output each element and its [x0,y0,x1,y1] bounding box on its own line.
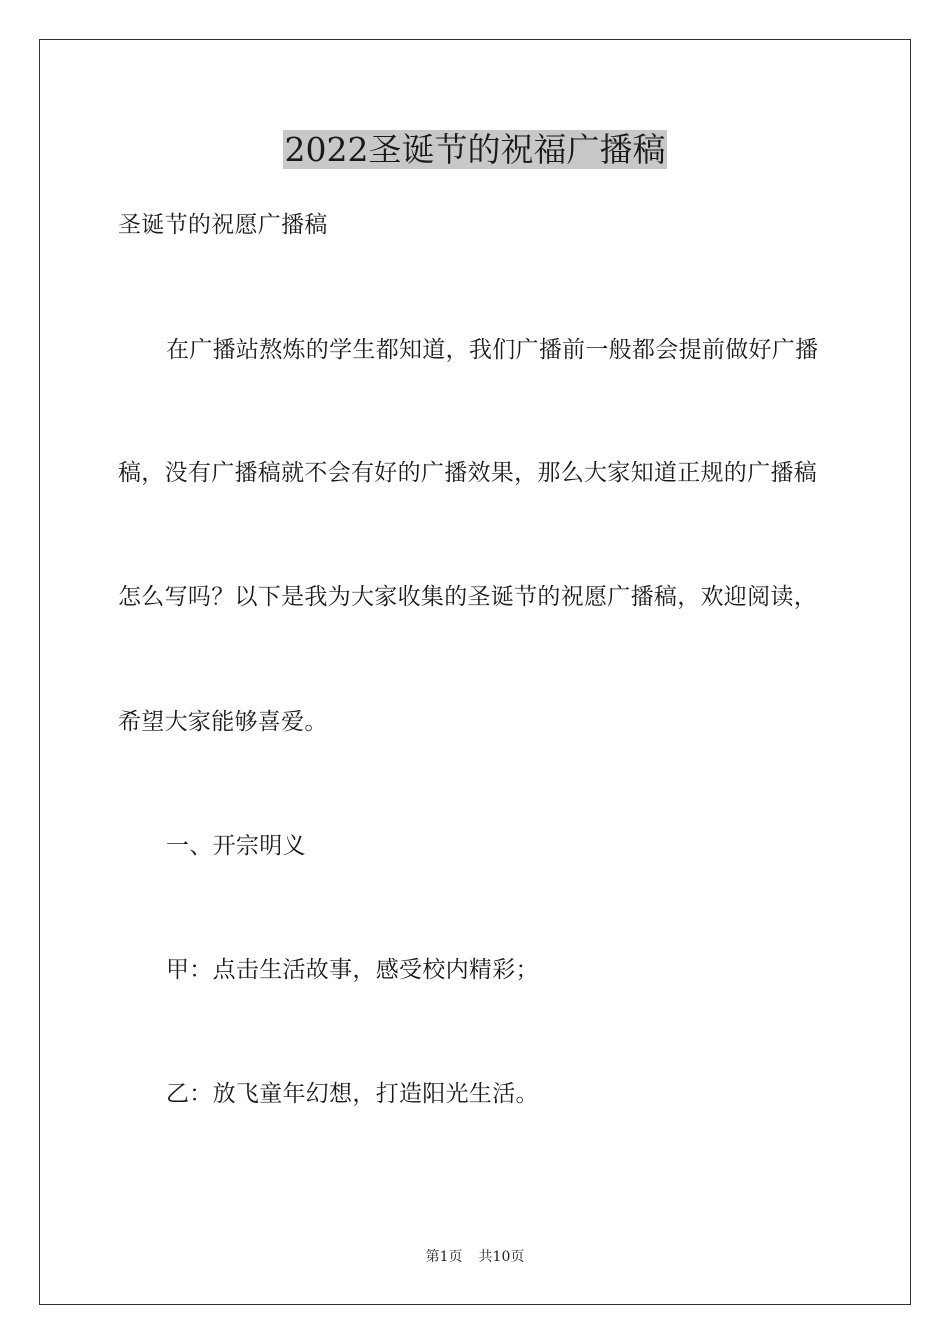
section-heading: 一、开宗明义 [166,833,306,859]
dialogue-line: 乙：放飞童年幻想，打造阳光生活。 [166,1081,539,1107]
paragraph-line: 怎么写吗？以下是我为大家收集的圣诞节的祝愿广播稿，欢迎阅读， [118,584,817,610]
page-number: 第1页 [425,1249,463,1265]
paragraph-line: 希望大家能够喜爱。 [118,709,328,735]
paragraph-line: 稿，没有广播稿就不会有好的广播效果，那么大家知道正规的广播稿 [118,460,817,486]
page-footer [0,1247,950,1267]
document-subtitle: 圣诞节的祝愿广播稿 [118,212,328,238]
document-title [0,128,950,172]
dialogue-line: 甲：点击生活故事，感受校内精彩； [166,957,539,983]
page-total: 共10页 [478,1249,525,1265]
document-title-text: 2022圣诞节的祝福广播稿 [284,130,666,169]
paragraph-line: 在广播站熬炼的学生都知道，我们广播前一般都会提前做好广播 [166,337,819,363]
